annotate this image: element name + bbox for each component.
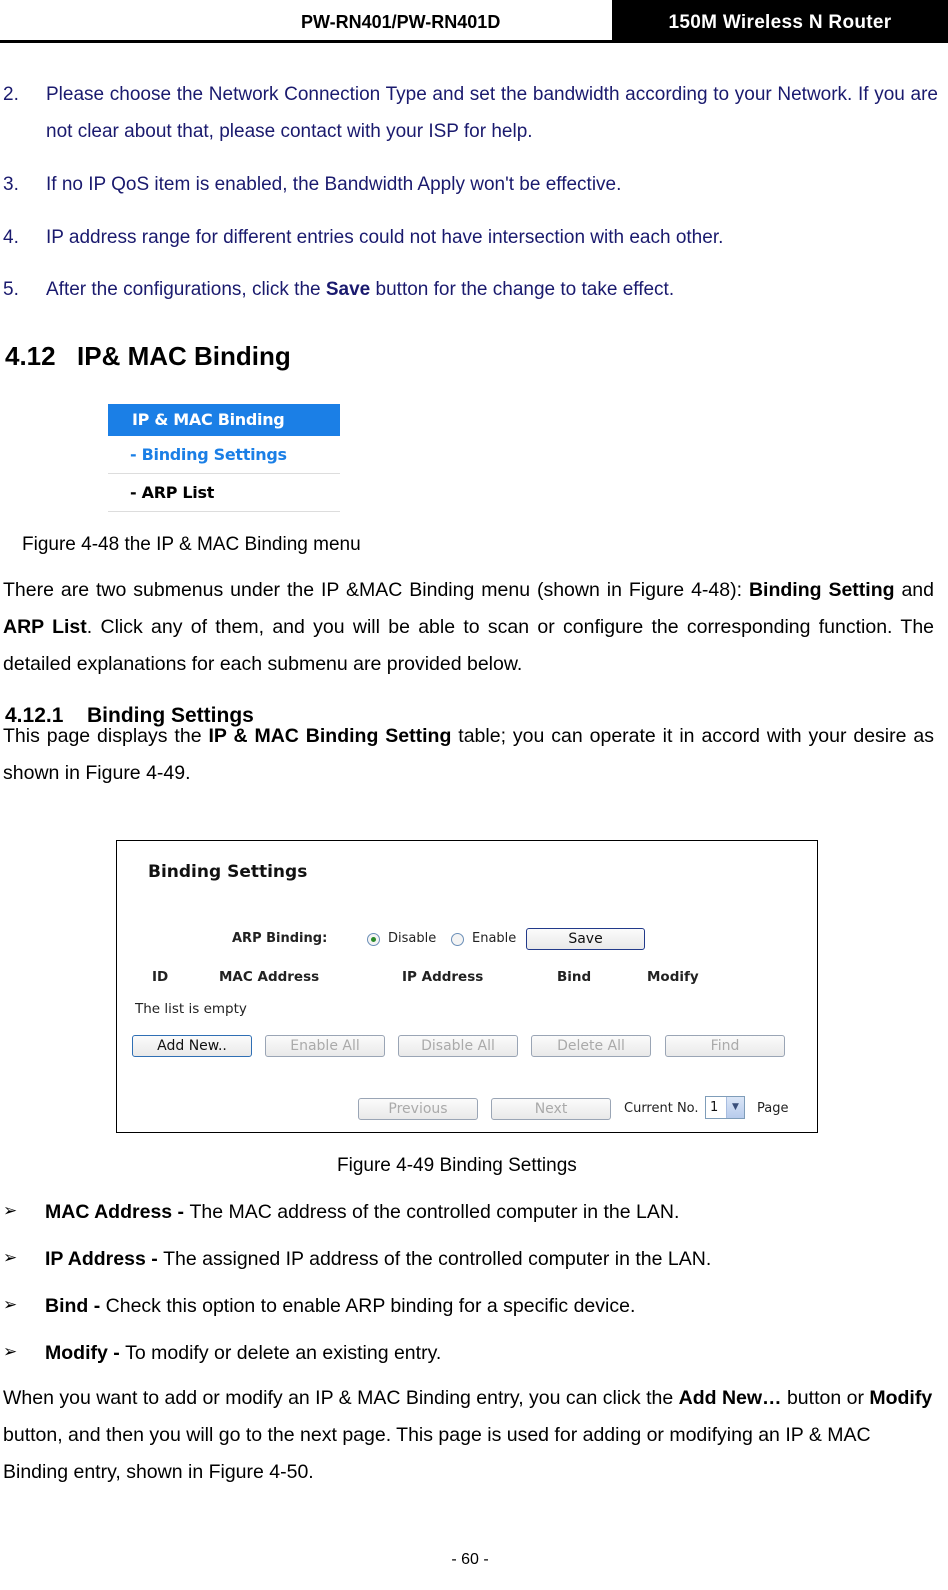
- menu-item-arp-list[interactable]: - ARP List: [108, 474, 340, 512]
- column-header-modify: Modify: [647, 969, 699, 985]
- disable-all-button[interactable]: Disable All: [398, 1035, 518, 1057]
- page-select[interactable]: [705, 1096, 745, 1119]
- empty-list-text: The list is empty: [135, 1001, 247, 1017]
- next-button[interactable]: Next: [491, 1098, 611, 1120]
- chevron-down-icon[interactable]: ▼: [726, 1097, 744, 1118]
- menu-title[interactable]: IP & MAC Binding: [108, 404, 340, 436]
- binding-settings-screenshot: [116, 840, 818, 1133]
- previous-button[interactable]: Previous: [358, 1098, 478, 1120]
- column-header-ip: IP Address: [402, 969, 484, 985]
- closing-paragraph: When you want to add or modify an IP & MAC Binding entry, you can click the Add New… button or Modify button, and then you will go to the next page. This page is used for adding or modifying an IP & MAC Binding entry, shown in Figure 4-50.: [3, 1387, 933, 1483]
- enable-all-button[interactable]: Enable All: [265, 1035, 385, 1057]
- note-text: After the configurations, click the Save button for the change to take effect.: [46, 279, 675, 300]
- save-keyword: Save: [325, 279, 371, 300]
- disable-label: Disable: [388, 931, 437, 946]
- model-name: PW-RN401/PW-RN401D: [301, 12, 501, 32]
- arrow-bullet-icon: ➢: [3, 1201, 18, 1220]
- page-select-value: 1: [710, 1100, 719, 1115]
- intro-paragraph: There are two submenus under the IP &MAC Binding menu (shown in Figure 4-48): Binding Setting and ARP List. Click any of them, and you will be able to scan or configure the corresponding function. The detailed explanations for each submenu are provided below.: [3, 579, 935, 675]
- product-tag: 150M Wireless N Router: [612, 0, 948, 40]
- arrow-bullet-icon: ➢: [3, 1342, 18, 1361]
- subsection-title: Binding Settings: [87, 704, 254, 727]
- find-button[interactable]: Find: [665, 1035, 785, 1057]
- menu-item-binding-settings[interactable]: - Binding Settings: [108, 436, 340, 474]
- current-no-label: Current No.: [624, 1101, 699, 1116]
- ip-mac-binding-menu: [108, 404, 340, 516]
- note-number: 4.: [3, 227, 19, 248]
- note-text: Please choose the Network Connection Type and set the bandwidth according to your Network. If you are not clear about that, please contact with your ISP for help.: [46, 84, 938, 142]
- column-header-bind: Bind: [557, 969, 592, 985]
- add-new-button[interactable]: Add New..: [132, 1035, 252, 1057]
- disable-radio[interactable]: [367, 933, 380, 946]
- page-label: Page: [757, 1101, 789, 1116]
- subsection-paragraph: This page displays the IP & MAC Binding Setting table; you can operate it in accord with your desire as shown in Figure 4-49.: [3, 725, 934, 784]
- screenshot-title: Binding Settings: [148, 862, 308, 882]
- page-number: - 60 -: [451, 1551, 489, 1568]
- figure-caption: Figure 4-49 Binding Settings: [337, 1155, 577, 1176]
- column-header-mac: MAC Address: [219, 969, 320, 985]
- note-text: If no IP QoS item is enabled, the Bandwidth Apply won't be effective.: [46, 174, 622, 195]
- delete-all-button[interactable]: Delete All: [531, 1035, 651, 1057]
- note-number: 3.: [3, 174, 19, 195]
- column-header-id: ID: [152, 969, 169, 985]
- note-number: 5.: [3, 279, 19, 300]
- arrow-bullet-icon: ➢: [3, 1248, 18, 1267]
- arp-binding-label: ARP Binding:: [232, 931, 328, 946]
- enable-radio[interactable]: [451, 933, 464, 946]
- note-text: IP address range for different entries could not have intersection with each other.: [46, 227, 724, 248]
- save-button[interactable]: Save: [526, 928, 645, 950]
- section-number: 4.12: [5, 341, 56, 371]
- subsection-number: 4.12.1: [5, 704, 64, 727]
- enable-label: Enable: [472, 931, 517, 946]
- figure-caption: Figure 4-48 the IP & MAC Binding menu: [22, 534, 361, 555]
- note-number: 2.: [3, 84, 19, 105]
- page-header: [0, 0, 948, 43]
- arrow-bullet-icon: ➢: [3, 1295, 18, 1314]
- section-heading: [5, 341, 291, 372]
- section-title: IP& MAC Binding: [77, 341, 291, 371]
